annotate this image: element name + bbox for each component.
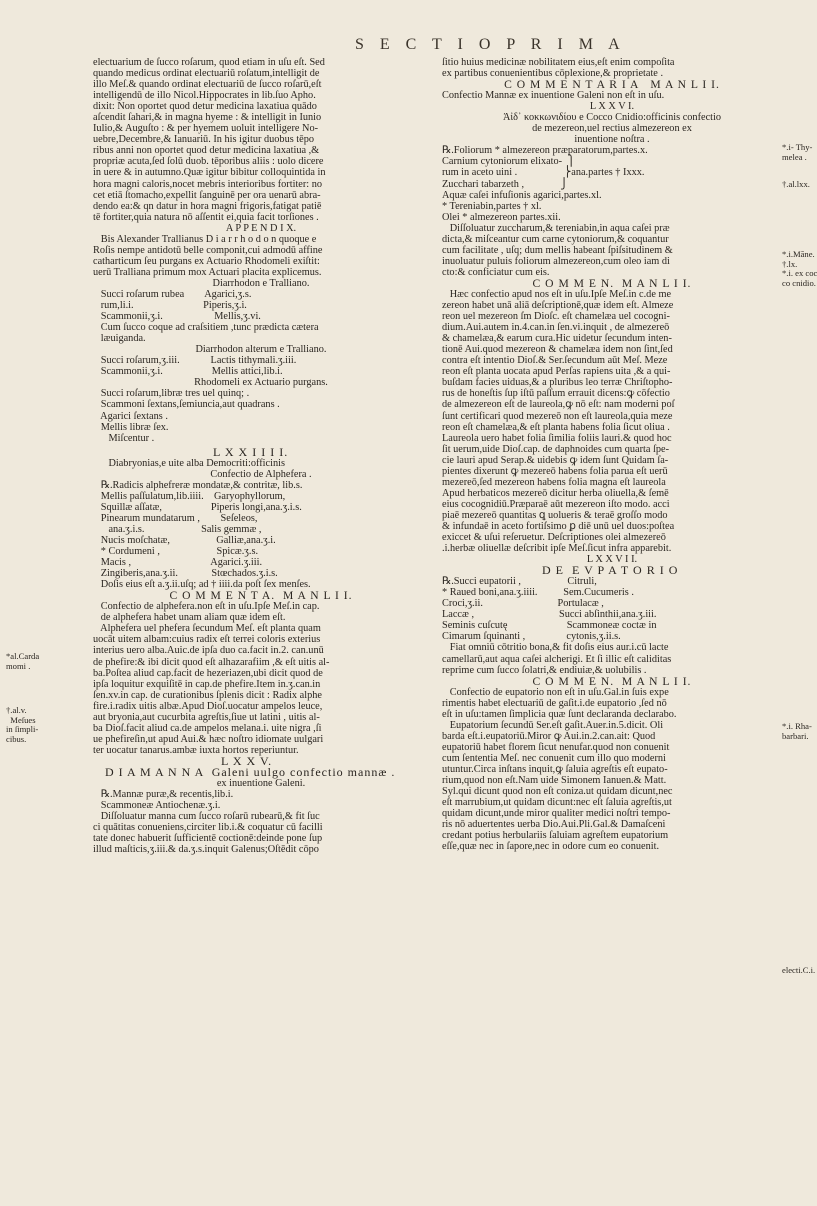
text-line: L X X V.: [93, 753, 273, 768]
text-line: aut bryonia,aut cucurbita agreſtis,ſiue ut latini , uitis al-: [93, 711, 320, 723]
text-line: * Cordumeni , Spicæ.ʒ.s.: [93, 546, 259, 558]
margin-note-line: momi .: [6, 660, 31, 671]
text-line: ter uocatur tanarus.ambæ iuxta hortos reperiuntur.: [93, 744, 299, 756]
text-line: Mellis paſſulatum,lib.iiii. Garyophyllorum,: [93, 490, 286, 502]
text-line: L X X V I I.: [586, 554, 638, 566]
running-title: S E C T I O P R I M A: [355, 36, 626, 53]
text-line: Fiat omniū cōtritio bona,& fit doſis eius aur.i.cū lacte: [442, 642, 669, 654]
text-line: reprime cum ſucco ſolatri,& endiuiæ,& uolubilis .: [442, 664, 647, 676]
text-line: Miſcentur .: [93, 432, 155, 444]
text-line: rus de honeſtis ſup iſtū paſſum errauit dicens:ꝙ cōfectio: [442, 388, 670, 400]
margin-note-left-1: [6, 652, 86, 671]
text-line: cie lauri apud Serap.& uidebis ꝙ idem ſunt Quidam ſa-: [442, 454, 669, 466]
margin-note-line: †.al.v.: [6, 705, 27, 715]
text-line: ſunt certificari quod mezereō non eſt laureola,quia meze: [442, 410, 673, 422]
text-line: Hæc confectio apud nos eſt in uſu.Ipſe Meſ.in c.de me: [442, 288, 672, 300]
text-line: .i.herbæ oliuellæ deſcribit ipſe Meſ.ſicut infra apparebit.: [442, 543, 672, 555]
text-line: ba Dioſ.facit aliud ca.de ampelos melana.i. uite nigra ,ſi: [93, 722, 322, 734]
text-line: quando medicus ordinat electuariū roſatum,intelligit de: [93, 68, 320, 80]
text-line: Diabryonias,e uite alba Democriti:officinis: [93, 457, 285, 469]
text-line: ſitio huius medicinæ nobilitatem eius,eſt enim compoſita: [442, 57, 675, 68]
text-line: Diarrhodon e Tralliano.: [212, 277, 310, 289]
text-line: in uere & in autumno.Quæ igitur bibitur colloquintida in: [93, 167, 326, 179]
text-line: Carnium cytoniorum elixato- ⎫: [442, 156, 575, 168]
margin-note-line: *.i. Rha-: [782, 721, 812, 731]
text-line: L X X V I.: [589, 101, 635, 113]
text-line: aſcendit ſahari,& in magna hyeme : & intelligit in Iunio: [93, 112, 322, 124]
text-line: rimentis habet electuariū de gaſit.i.de eupatorio ,ſed nō: [442, 697, 667, 709]
text-line: Squillæ aſſatæ, Piperis longi,ana.ʒ.i.s.: [93, 501, 302, 513]
text-line: ipſa loquitur exquiſitē in cap.de phefire.Item in.ʒ.can.in: [93, 678, 321, 690]
text-line: D E E V P A T O R I O: [442, 563, 679, 578]
text-line: uebre,Decembre,& Ianuariū. In his igitur duobus tēpo: [93, 134, 315, 146]
text-line: eupatoriū habet florem ſicut nenufar.quod non conuenit: [442, 741, 670, 753]
margin-note-line: cibus.: [6, 733, 27, 744]
margin-note-line: *.i. ex coc: [782, 268, 817, 278]
text-line: dium.Aui.autem in.4.can.in ſen.vi.inquit , de almezereō: [442, 322, 670, 334]
text-line: dixit: Non oportet quod detur medicina laxatiua quādo: [93, 101, 317, 113]
text-line: Olei * almezereon partes.xii.: [442, 211, 561, 223]
text-line: Agarici ſextans .: [93, 410, 168, 422]
text-line: Apud herbaticos mezereō dicitur herba oliuella,& ſemē: [442, 487, 669, 499]
text-line: uocāt uitem albam:cuius radix eſt terrei coloris exterius: [93, 634, 321, 646]
margin-note-right-1: [782, 142, 813, 162]
text-line: rum in aceto uini . ⎬ana.partes † Ixxx.: [442, 167, 645, 179]
text-line: tate donec habuerit ſufficientē coctionē:deinde pone ſup: [93, 833, 323, 845]
text-line: Scammoni ſextans,ſemiuncia,aut quadrans .: [93, 399, 280, 411]
text-line: eſt marrubium,ut quidam dicunt:nec eſt ſaluia agreſtis,ut: [442, 797, 672, 809]
text-line: dicta,& miſceantur cum carne cytoniorum,& coquantur: [442, 233, 669, 245]
margin-note-line: †.al.lxx.: [782, 179, 810, 189]
text-line: interius uero alba.Auic.de ipſa duo ca.facit in.2. can.unū: [93, 645, 324, 657]
text-line: Confectio de alphefera.non eſt in uſu.Ipſe Meſ.in cap.: [93, 601, 320, 613]
text-line: intelligendū de illo Nicol.Hippocrates in lib.ſuo Apho.: [93, 90, 316, 102]
margin-note-line: melea .: [782, 151, 807, 162]
text-line: Diſſoluatur zuccharum,& tereniabin,in aqua caſei præ: [442, 222, 670, 234]
text-line: cum facilitate , uſq; dum mellis habeant ſpiſsitudinem &: [442, 244, 673, 256]
text-line: ribus anni non oportet quod detur medicina laxatiua ,&: [93, 145, 320, 157]
margin-note-right-4: [782, 721, 812, 741]
text-line: eſt in uſu:tamen ſimplicia quæ ſunt declaranda declarabo.: [442, 708, 677, 720]
text-line: hora magni caloris,nocet mebris interioribus fortiter: no: [93, 178, 323, 190]
text-line: Rhodomeli ex Actuario purgans.: [194, 377, 328, 389]
text-line: barda eſt.i.eupatoriū.Miror ꝙ Aui.in.2.can.ait: Quod: [442, 730, 656, 742]
text-line: Succi roſarum rubea Agarici,ʒ.s.: [93, 288, 252, 300]
text-line: buſdam facies uiduas,& a pluribus leo terræ Chriſtopho-: [442, 377, 673, 389]
text-line: Scammonii,ʒ.i. Mellis attici,lib.i.: [93, 366, 283, 378]
text-line: L X X I I I I.: [93, 444, 289, 459]
text-line: eius cocognidiū.Præparaē aūt mezereon iſto modo. acci: [442, 498, 670, 510]
text-line: utuntur.Circa inſtans inquit,ꝙ ſaluia agreſtis eſt eupato-: [442, 764, 668, 775]
text-line: & infundaē in aceto fortiſsimo ꝑ diē unū uel duos:poſtea: [442, 520, 675, 532]
text-line: rium,quod non eſt.Nam uide Simonem Ianuen.& Matt.: [442, 775, 667, 787]
text-line: Diſſoluatur manna cum ſucco roſarū rubearū,& fit ſuc: [93, 811, 320, 823]
text-line: Bis Alexander Trallianus D i a r r h o d o n quoque e: [93, 233, 317, 245]
text-line: Syl.qui dicunt quod non eſt coniza.ut quidam dicunt,nec: [442, 786, 673, 798]
text-line: zereon habet unā aliā deſcriptionē,quæ idem eſt. Almeze: [442, 300, 674, 312]
text-line: uerū Tralliana primum mox Actuari placita explicemus.: [93, 266, 322, 278]
text-line: tionē Aui.quod mezereon & chamelæa idem non ſint,ſed: [442, 344, 673, 356]
text-line: C O M M E N T A R I A M A N L I I.: [504, 78, 720, 92]
text-line: C O M M E N T A. M A N L I I.: [169, 589, 353, 603]
text-line: Pinearum mundatarum , Seſeleos,: [93, 512, 258, 524]
margin-note-line: in ſimpli-: [6, 724, 39, 734]
text-line: Zingiberis,ana.ʒ.ii. Stœchados.ʒ.i.s.: [93, 568, 278, 580]
text-line: Eupatorium ſecundū Ser.eſt gaſit.Auer.in.5.dicit. Oli: [442, 719, 664, 731]
text-line: Confectio Mannæ ex inuentione Galeni non eſt in uſu.: [442, 90, 665, 102]
margin-note-line: co cnidio.: [782, 277, 816, 288]
text-line: ana.ʒ.i.s. Salis gemmæ ,: [93, 523, 262, 535]
text-line: Laureola uero habet folia ſimilia foliis lauri.& quod hoc: [442, 432, 672, 444]
text-line: læuiganda.: [93, 333, 146, 345]
text-line: Succi roſarum,ʒ.iii. Lactis tithymali.ʒ.iii.: [93, 355, 297, 367]
text-line: ℞.Succi eupatorii , Citruli,: [442, 576, 597, 588]
text-line: Ἀἰδ᾽ κοκκωνιδίου e Cocco Cnidio:officinis confectio: [502, 112, 722, 124]
text-line: Alphefera uel phefera ſecundum Meſ. eſt planta quam: [93, 623, 321, 635]
text-line: ſen.xv.in cap. de curationibus ſplenis dicit : Radix alphe: [93, 689, 322, 701]
text-line: dendo ea:& qn datur in hora magni frigoris,fatigat patiē: [93, 200, 322, 212]
text-line: cto:& conficiatur cum eis.: [442, 266, 550, 278]
margin-note-line: barbari.: [782, 730, 809, 741]
text-line: electuarium de ſucco roſarum, quod etiam in uſu eſt. Sed: [93, 57, 325, 68]
text-line: pientes dixerunt ꝙ mezereō habens folia parua eſt uerū: [442, 465, 668, 477]
text-line: inuoluatur puluis foliorum almezereon,cum oleo iam di: [442, 255, 670, 267]
text-line: Aquæ caſei infuſionis agarici,partes.xl.: [442, 189, 602, 201]
text-line: D I A M A N N A Galeni uulgo confectio mannæ .: [93, 765, 396, 779]
text-line: Scammoneæ Antiochenæ.ʒ.i.: [93, 800, 221, 812]
text-line: quidam dicunt,unde miror qualiter medici noſtri tempo-: [442, 808, 671, 820]
right-column: [442, 57, 782, 852]
text-line: Zucchari tabarzeth , ⎭: [442, 178, 568, 190]
text-line: Diarrhodon alterum e Tralliano.: [195, 344, 327, 356]
text-line: ci quātitas conueniens,circiter lib.i.& coquatur cū facilli: [93, 822, 323, 834]
margin-note-right-3: [782, 249, 817, 288]
text-line: Laccæ , Succi abſinthii,ana.ʒ.iii.: [442, 609, 657, 621]
left-column: [93, 57, 429, 855]
text-line: ue phefireſin,ut apud Aui.& hæc noſtro idiomate uulgari: [93, 733, 324, 745]
text-line: de mezereon,uel rectius almezereon ex: [532, 123, 692, 135]
text-line: Croci,ʒ.ii. Portulacæ ,: [442, 598, 604, 610]
text-line: mezereō,ſed mezereon habens folia magna eſt laureola: [442, 476, 666, 488]
text-line: Roſis nempe antidotū belle componit,cui admodū affine: [93, 244, 323, 256]
text-line: cum ſententia Meſ. nec conuenit cum illo quo moderni: [442, 752, 666, 764]
text-line: A P P E N D I X.: [225, 222, 297, 234]
text-line: Iulio,& Auguſto : & per hyemem uoluit intelligere No-: [93, 123, 319, 135]
text-line: Doſis eius eſt a.ʒ.ii.uſq; ad † iiii.da poſt ſex menſes.: [93, 579, 311, 591]
text-line: fire.i.radix uitis albæ.Apud Dioſ.uocatur ampelos leuce,: [93, 700, 323, 712]
text-line: * Tereniabin,partes † xl.: [442, 200, 542, 212]
margin-note-line: electi.C.i.: [782, 965, 816, 975]
margin-note-left-2: [6, 706, 86, 744]
text-line: Confectio de Alphefera .: [210, 468, 312, 480]
text-line: Seminis cuſcutę Scammoneæ coctæ in: [442, 620, 657, 632]
text-line: de alphefera habet unam aliam quæ idem eſt.: [93, 612, 286, 624]
text-line: Cimarum ſquinanti , cytonis,ʒ.ii.s.: [442, 631, 621, 643]
text-line: catharticum ſeu purgans ex Actuario Rhodomeli exiſtit:: [93, 255, 320, 267]
text-line: ex inuentione Galeni.: [216, 778, 306, 790]
text-line: Macis , Agarici.ʒ.iii.: [93, 557, 263, 569]
text-line: eſſe,quæ nec in ſapore,nec in odore cum eo conuenit.: [442, 841, 660, 853]
text-line: rum,li.i. Piperis,ʒ.i.: [93, 300, 247, 312]
text-line: ℞.Foliorum * almezereon præparatorum,partes.x.: [442, 145, 648, 157]
text-line: exiccet & uſui reſeruetur. Deſcriptiones olei almezereō: [442, 532, 666, 544]
text-line: ba.Poſtea aliud cap.facit de hezeriazen,ubi dicit quod de: [93, 667, 323, 679]
text-line: propriæ acuta,ſed ſolū duob. tēporibus aliis : uolo dicere: [93, 156, 324, 168]
margin-note-line: *al.Carda: [6, 651, 40, 661]
text-line: de phefire:& ibi dicit quod eſt alhazarafiim ,& eſt uitis al-: [93, 656, 330, 668]
text-line: contra eſt intentio Dioſ.& Ser.ſecundum aūt Meſ. Meze: [442, 355, 668, 367]
text-line: inuentione noſtra .: [574, 134, 650, 146]
text-line: Cum ſucco coque ad craſsitiem ,tunc prædicta cætera: [93, 322, 319, 334]
text-line: ex partibus conuenientibus cōplexione,& proprietate .: [442, 68, 664, 80]
margin-note-line: *.i.Māne.: [782, 249, 815, 259]
text-line: camellarū,aut aqua caſei alcherigi. Et ſi illic eſt caliditas: [442, 653, 672, 665]
text-line: reon eſt chamelæa,& eſt planta habens folia ſicut oliua .: [442, 421, 670, 433]
text-line: ris nō aduertentes uerba Dio.Aui.Pli.Gal.& Damaſceni: [442, 819, 666, 831]
text-line: tē fortiter,quia natura nō aſſentit ei,quia facit torſiones .: [93, 211, 319, 223]
text-line: * Raued boni,ana.ʒ.iiii. Sem.Cucumeris .: [442, 587, 634, 599]
margin-note-line: *.i- Thy-: [782, 142, 813, 152]
text-line: credant potius herbulariis ſaluiam agreſtem eupatorium: [442, 830, 669, 842]
margin-note-line: Meſues: [6, 714, 36, 725]
text-line: cet etiā ſtomacho,expellit ſanguinē per ora uenarū abra-: [93, 189, 321, 201]
margin-note-right-2: [782, 179, 810, 190]
text-line: de almezereon eſt de laureola,ꝙ nō eſt: nam moderni poſ: [442, 399, 675, 411]
text-line: & chamelæa,& earum cura.Hic uidetur ſecundum inten-: [442, 333, 672, 345]
text-line: ſit uerum,uide Dioſ.cap. de daphnoides cum quarta ſpe-: [442, 443, 670, 455]
text-line: Succi roſarum,libræ tres uel quinq; .: [93, 388, 250, 400]
text-line: ℞.Radicis alphefreræ mondatæ,& contritæ, lib.s.: [93, 479, 303, 491]
text-line: ℞.Mannæ puræ,& recentis,lib.i.: [93, 789, 234, 801]
margin-note-line: †.lx.: [782, 258, 798, 269]
text-line: C O M M E N. M A N L I I.: [532, 674, 692, 688]
text-line: Scammonii,ʒ.i. Mellis,ʒ.vi.: [93, 311, 261, 323]
text-line: Mellis libræ ſex.: [93, 421, 169, 433]
text-line: illud maſticis,ʒ.iii.& da.ʒ.s.inquit Galenus;Oſtēdit cōpo: [93, 844, 319, 856]
text-line: reon uel mezereon ſm Dioſc. eſt chamelæa uel cocogni-: [442, 311, 670, 323]
text-line: C O M M E N. M A N L I I.: [532, 276, 692, 290]
text-line: Confectio de eupatorio non eſt in uſu.Gal.in ſuis expe: [442, 686, 669, 698]
text-line: illo Meſ.& quando ordinat electuariū de ſucco roſarū,eſt: [93, 79, 322, 91]
margin-note-right-5: [782, 965, 816, 976]
text-line: piaē mezereō quantitas ꝗ uolueris & teraē groſſo modo: [442, 509, 668, 521]
text-line: reon eſt planta uocata apud Perſas rapiens uita ,& a qui-: [442, 366, 671, 378]
text-line: Nucis moſchatæ, Galliæ,ana.ʒ.i.: [93, 535, 276, 547]
